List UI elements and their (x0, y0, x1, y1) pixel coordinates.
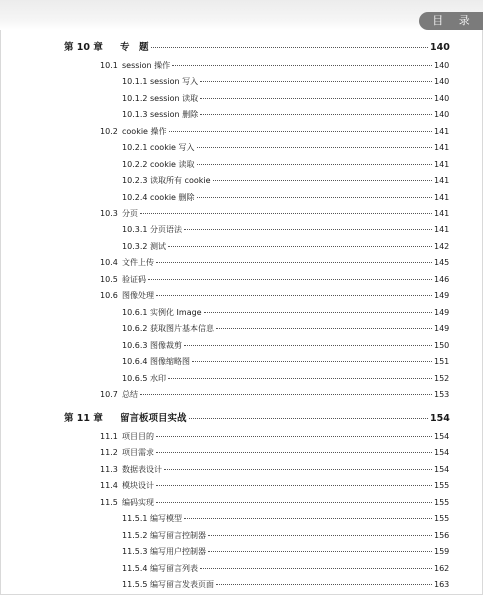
page-number: 149 (434, 308, 450, 317)
dot-leader (204, 312, 432, 313)
toc-section-entry[interactable] (100, 291, 448, 301)
subsection-number: 10.6.4 (122, 357, 148, 366)
toc-subsection-entry[interactable] (122, 176, 448, 186)
toc-subsection-entry[interactable] (122, 374, 448, 384)
section-number: 10.2 (100, 127, 118, 136)
section-title: 验证码 (122, 275, 146, 284)
dot-leader (184, 345, 432, 346)
dot-leader (156, 295, 432, 296)
dot-leader (168, 378, 432, 379)
section-title: 项目需求 (122, 448, 154, 457)
page-number: 153 (434, 390, 450, 399)
dot-leader (216, 584, 432, 585)
chapter-title: 专 题 (120, 42, 149, 53)
dot-leader (213, 180, 432, 181)
subsection-number: 10.3.2 (122, 242, 148, 251)
dot-leader (140, 213, 432, 214)
dot-leader (156, 502, 432, 503)
subsection-number: 10.2.2 (122, 160, 148, 169)
dot-leader (189, 418, 428, 419)
subsection-title: 编写留言控制器 (150, 531, 206, 540)
toc-section-entry[interactable] (100, 465, 448, 475)
section-number: 10.7 (100, 390, 118, 399)
subsection-number: 10.3.1 (122, 225, 148, 234)
dot-leader (200, 114, 432, 115)
toc-section-entry[interactable] (100, 432, 448, 442)
dot-leader (184, 518, 432, 519)
section-title: 文件上传 (122, 258, 154, 267)
dot-leader (200, 568, 432, 569)
dot-leader (184, 229, 432, 230)
page-number: 141 (434, 225, 450, 234)
chapter-number: 第 10 章 (64, 42, 103, 53)
section-title: session 操作 (122, 61, 171, 70)
toc-subsection-entry[interactable] (122, 110, 448, 120)
toc-subsection-entry[interactable] (122, 341, 448, 351)
toc-section-entry[interactable] (100, 209, 448, 219)
toc-section-entry[interactable] (100, 127, 448, 137)
page-number: 140 (434, 77, 450, 86)
toc-section-entry[interactable] (100, 258, 448, 268)
toc-section-entry[interactable] (100, 275, 448, 285)
page-number: 152 (434, 374, 450, 383)
section-number: 11.1 (100, 432, 118, 441)
subsection-title: 水印 (150, 374, 166, 383)
toc-chapter-entry[interactable] (64, 413, 448, 425)
page-number: 151 (434, 357, 450, 366)
dot-leader (192, 361, 432, 362)
subsection-title: 分页语法 (150, 225, 182, 234)
subsection-number: 10.1.3 (122, 110, 148, 119)
subsection-title: 编写留言列表 (150, 564, 198, 573)
toc-subsection-entry[interactable] (122, 242, 448, 252)
subsection-title: 编写用户控制器 (150, 547, 206, 556)
page-number: 145 (434, 258, 450, 267)
page-number: 146 (434, 275, 450, 284)
page-number: 155 (434, 481, 450, 490)
dot-leader (156, 262, 432, 263)
page-number: 141 (434, 193, 450, 202)
subsection-number: 11.5.5 (122, 580, 148, 589)
section-title: 项目目的 (122, 432, 154, 441)
section-title: 总结 (122, 390, 138, 399)
dot-leader (156, 436, 432, 437)
toc-subsection-entry[interactable] (122, 514, 448, 524)
toc-section-entry[interactable] (100, 390, 448, 400)
dot-leader (140, 394, 432, 395)
page-number: 141 (434, 127, 450, 136)
page-number: 159 (434, 547, 450, 556)
toc-section-entry[interactable] (100, 498, 448, 508)
toc-section-entry[interactable] (100, 61, 448, 71)
section-number: 11.4 (100, 481, 118, 490)
subsection-number: 10.6.1 (122, 308, 148, 317)
toc-subsection-entry[interactable] (122, 160, 448, 170)
section-number: 11.5 (100, 498, 118, 507)
subsection-title: 获取图片基本信息 (150, 324, 214, 333)
subsection-number: 10.1.2 (122, 94, 148, 103)
page-number: 154 (434, 465, 450, 474)
dot-leader (168, 246, 432, 247)
page-number: 140 (430, 42, 450, 53)
dot-leader (156, 485, 432, 486)
section-title: 图像处理 (122, 291, 154, 300)
subsection-title: session 删除 (150, 110, 199, 119)
dot-leader (151, 47, 428, 48)
section-number: 10.6 (100, 291, 118, 300)
page-number: 141 (434, 143, 450, 152)
dot-leader (169, 131, 432, 132)
subsection-number: 10.2.3 (122, 176, 148, 185)
toc-subsection-entry[interactable] (122, 225, 448, 235)
section-title: 编码实现 (122, 498, 154, 507)
page-number: 163 (434, 580, 450, 589)
page-number: 149 (434, 291, 450, 300)
section-title: cookie 操作 (122, 127, 167, 136)
section-number: 10.5 (100, 275, 118, 284)
subsection-title: cookie 写入 (150, 143, 195, 152)
page-number: 141 (434, 176, 450, 185)
toc-subsection-entry[interactable] (122, 143, 448, 153)
subsection-number: 10.6.2 (122, 324, 148, 333)
subsection-title: cookie 删除 (150, 193, 195, 202)
subsection-title: session 写入 (150, 77, 199, 86)
dot-leader (197, 147, 432, 148)
subsection-title: 图像裁剪 (150, 341, 182, 350)
page-number: 150 (434, 341, 450, 350)
subsection-number: 10.2.1 (122, 143, 148, 152)
subsection-number: 10.6.5 (122, 374, 148, 383)
toc-section-entry[interactable] (100, 481, 448, 491)
dot-leader (200, 81, 432, 82)
subsection-title: 编写模型 (150, 514, 182, 523)
dot-leader (197, 197, 432, 198)
toc-subsection-entry[interactable] (122, 357, 448, 367)
toc-subsection-entry[interactable] (122, 531, 448, 541)
dot-leader (172, 65, 432, 66)
dot-leader (208, 535, 432, 536)
toc-subsection-entry[interactable] (122, 324, 448, 334)
section-number: 10.3 (100, 209, 118, 218)
toc-section-entry[interactable] (100, 448, 448, 458)
dot-leader (197, 164, 432, 165)
page-number: 141 (434, 160, 450, 169)
subsection-title: 编写留言发表页面 (150, 580, 214, 589)
page-number: 142 (434, 242, 450, 251)
page-number: 140 (434, 61, 450, 70)
subsection-title: 测试 (150, 242, 166, 251)
toc-subsection-entry[interactable] (122, 193, 448, 203)
section-title: 分页 (122, 209, 138, 218)
section-number: 11.3 (100, 465, 118, 474)
page-number: 154 (434, 432, 450, 441)
page-number: 149 (434, 324, 450, 333)
page-number: 140 (434, 94, 450, 103)
toc-subsection-entry[interactable] (122, 94, 448, 104)
subsection-number: 11.5.3 (122, 547, 148, 556)
page-number: 154 (430, 413, 450, 424)
toc-header-tab: 目 录 (419, 12, 483, 30)
toc-subsection-entry[interactable] (122, 77, 448, 87)
section-title: 数据表设计 (122, 465, 162, 474)
dot-leader (164, 469, 432, 470)
page-number: 154 (434, 448, 450, 457)
subsection-title: session 读取 (150, 94, 199, 103)
subsection-title: 读取所有 cookie (150, 176, 211, 185)
dot-leader (148, 279, 432, 280)
subsection-number: 11.5.1 (122, 514, 148, 523)
dot-leader (208, 551, 432, 552)
section-number: 11.2 (100, 448, 118, 457)
chapter-title: 留言板项目实战 (120, 413, 187, 424)
toc-chapter-entry[interactable] (64, 42, 448, 54)
page-number: 155 (434, 514, 450, 523)
subsection-number: 10.1.1 (122, 77, 148, 86)
toc-subsection-entry[interactable] (122, 580, 448, 590)
chapter-number: 第 11 章 (64, 413, 103, 424)
dot-leader (216, 328, 432, 329)
toc-subsection-entry[interactable] (122, 564, 448, 574)
page-number: 156 (434, 531, 450, 540)
toc-subsection-entry[interactable] (122, 308, 448, 318)
subsection-number: 10.6.3 (122, 341, 148, 350)
section-title: 模块设计 (122, 481, 154, 490)
subsection-title: 实例化 Image (150, 308, 202, 317)
page-number: 140 (434, 110, 450, 119)
dot-leader (200, 98, 432, 99)
page-number: 141 (434, 209, 450, 218)
subsection-title: 图像缩略图 (150, 357, 190, 366)
section-number: 10.4 (100, 258, 118, 267)
toc-subsection-entry[interactable] (122, 547, 448, 557)
dot-leader (156, 452, 432, 453)
page-number: 162 (434, 564, 450, 573)
page-number: 155 (434, 498, 450, 507)
subsection-title: cookie 读取 (150, 160, 195, 169)
section-number: 10.1 (100, 61, 118, 70)
subsection-number: 10.2.4 (122, 193, 148, 202)
subsection-number: 11.5.4 (122, 564, 148, 573)
subsection-number: 11.5.2 (122, 531, 148, 540)
